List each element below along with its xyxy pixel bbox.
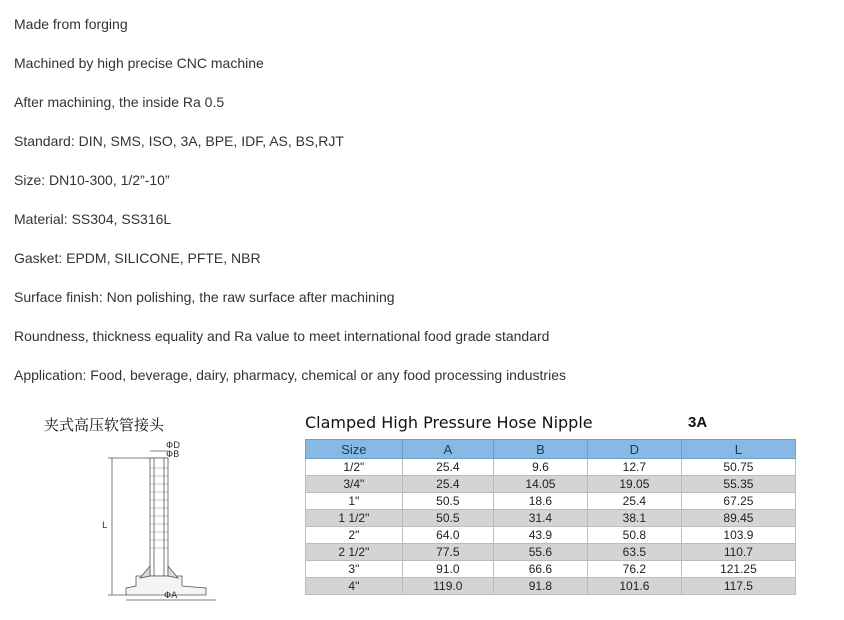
cell-d: 25.4	[587, 493, 681, 510]
feature-line: Application: Food, beverage, dairy, pharmacy, chemical or any food processing industries	[14, 367, 566, 383]
cell-l: 103.9	[681, 527, 795, 544]
hose-nipple-drawing	[96, 438, 246, 602]
phi-d-label: ΦD	[166, 441, 181, 451]
cell-size: 1/2"	[306, 459, 403, 476]
cell-a: 91.0	[402, 561, 493, 578]
cell-d: 63.5	[587, 544, 681, 561]
table-row	[306, 561, 796, 578]
dimension-table	[305, 439, 796, 595]
table-row	[306, 459, 796, 476]
cell-size: 3"	[306, 561, 403, 578]
cell-size: 1 1/2"	[306, 510, 403, 527]
header-a: A	[402, 440, 493, 459]
table-header-row	[306, 440, 796, 459]
feature-line: Gasket: EPDM, SILICONE, PFTE, NBR	[14, 250, 261, 266]
cell-l: 89.45	[681, 510, 795, 527]
cell-l: 110.7	[681, 544, 795, 561]
cell-b: 91.8	[493, 578, 587, 595]
feature-line: Roundness, thickness equality and Ra value to meet international food grade standard	[14, 328, 550, 344]
cell-d: 38.1	[587, 510, 681, 527]
table-title: Clamped High Pressure Hose Nipple	[305, 413, 593, 432]
cell-l: 117.5	[681, 578, 795, 595]
phi-a-label: ΦA	[164, 591, 178, 601]
feature-line: Material: SS304, SS316L	[14, 211, 172, 227]
cell-a: 77.5	[402, 544, 493, 561]
drawing-title: 夹式高压软管接头	[44, 416, 165, 434]
table-row	[306, 527, 796, 544]
cell-b: 55.6	[493, 544, 587, 561]
cell-a: 25.4	[402, 476, 493, 493]
cell-a: 25.4	[402, 459, 493, 476]
standard-label: 3A	[688, 414, 708, 431]
cell-size: 1"	[306, 493, 403, 510]
table-row	[306, 510, 796, 527]
header-d: D	[587, 440, 681, 459]
header-b: B	[493, 440, 587, 459]
table-row	[306, 476, 796, 493]
cell-a: 64.0	[402, 527, 493, 544]
cell-b: 18.6	[493, 493, 587, 510]
cell-a: 50.5	[402, 510, 493, 527]
cell-l: 50.75	[681, 459, 795, 476]
cell-l: 121.25	[681, 561, 795, 578]
cell-a: 119.0	[402, 578, 493, 595]
table-row	[306, 544, 796, 561]
cell-d: 50.8	[587, 527, 681, 544]
table-row	[306, 578, 796, 595]
l-label: L	[102, 521, 108, 531]
cell-size: 4"	[306, 578, 403, 595]
cell-b: 9.6	[493, 459, 587, 476]
cell-d: 12.7	[587, 459, 681, 476]
cell-d: 101.6	[587, 578, 681, 595]
cell-b: 14.05	[493, 476, 587, 493]
feature-line: Surface finish: Non polishing, the raw surface after machining	[14, 289, 395, 305]
cell-b: 31.4	[493, 510, 587, 527]
cell-b: 66.6	[493, 561, 587, 578]
header-l: L	[681, 440, 795, 459]
phi-b-label: ΦB	[166, 450, 180, 460]
cell-l: 55.35	[681, 476, 795, 493]
cell-b: 43.9	[493, 527, 587, 544]
table-row	[306, 493, 796, 510]
feature-line: After machining, the inside Ra 0.5	[14, 94, 225, 110]
header-size: Size	[306, 440, 403, 459]
cell-d: 19.05	[587, 476, 681, 493]
feature-line: Size: DN10-300, 1/2”-10”	[14, 172, 170, 188]
feature-line: Standard: DIN, SMS, ISO, 3A, BPE, IDF, AS, BS,RJT	[14, 133, 344, 149]
cell-size: 2"	[306, 527, 403, 544]
feature-line: Machined by high precise CNC machine	[14, 55, 264, 71]
cell-d: 76.2	[587, 561, 681, 578]
cell-size: 3/4"	[306, 476, 403, 493]
cell-l: 67.25	[681, 493, 795, 510]
cell-a: 50.5	[402, 493, 493, 510]
cell-size: 2 1/2"	[306, 544, 403, 561]
feature-line: Made from forging	[14, 16, 128, 32]
